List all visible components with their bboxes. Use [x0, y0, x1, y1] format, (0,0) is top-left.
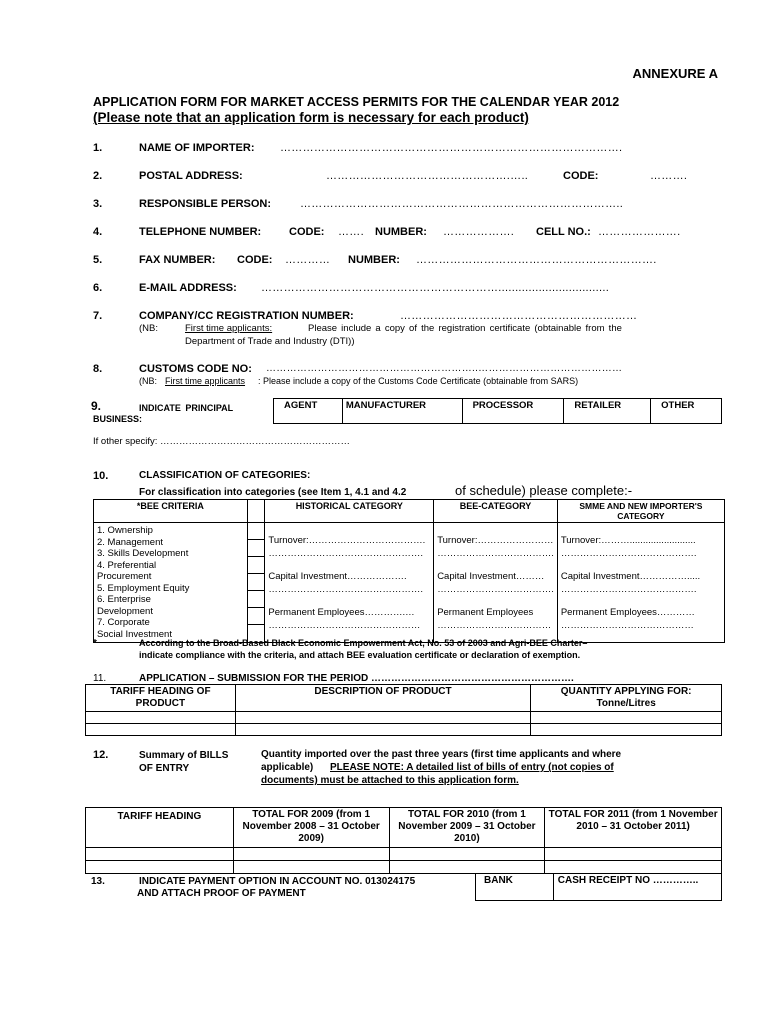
fax-number-label: NUMBER: — [348, 254, 400, 266]
submission-table — [85, 684, 722, 736]
annexure-label: ANNEXURE A — [632, 66, 718, 81]
principal-business-label: INDICATE PRINCIPAL — [139, 403, 234, 413]
quantity-cell[interactable] — [531, 724, 722, 736]
bee-capital: Capital Investment……… — [437, 571, 545, 582]
registration-note-text: Please include a copy of the registration certificate (obtainable from the — [308, 323, 622, 334]
email-field[interactable]: ………………………………………………………................................. — [261, 282, 610, 294]
bee-criteria-table — [93, 499, 725, 643]
telephone-label: TELEPHONE NUMBER: — [139, 226, 262, 238]
registration-note-underline: First time applicants: — [185, 323, 273, 334]
bee-category-cell[interactable] — [434, 523, 558, 643]
bee-footnote: According to the Broad-Based Black Economic Empowerment Act, No. 53 of 2003 and Agri-BEE Charter– — [139, 638, 588, 648]
bee-line: ……………………………… — [437, 619, 552, 631]
bee-criteria-cell — [94, 523, 248, 643]
payment-bank-option[interactable]: BANK — [476, 874, 554, 901]
section-number: 10. — [93, 470, 109, 482]
business-option-manufacturer[interactable]: MANUFACTURER — [342, 399, 462, 424]
business-option-processor[interactable]: PROCESSOR — [462, 399, 564, 424]
bee-category-header: BEE-CATEGORY — [434, 500, 558, 523]
classification-intro-rest: of schedule) please complete:- — [455, 483, 633, 498]
total-2010-cell[interactable] — [389, 861, 545, 874]
criteria-item: Development — [97, 605, 153, 617]
total-2009-cell[interactable] — [233, 861, 389, 874]
quantity-cell[interactable] — [531, 712, 722, 724]
fax-code-label: CODE: — [237, 254, 273, 266]
criteria-item: 7. Corporate — [97, 617, 150, 628]
importer-name-field[interactable]: ………………………………………………………………………………. — [280, 142, 623, 154]
customs-note-text: : Please include a copy of the Customs Code Certificate (obtainable from SARS) — [258, 376, 579, 386]
postal-address-label: POSTAL ADDRESS: — [139, 170, 243, 182]
section-number: 13. — [91, 876, 105, 887]
fax-label: FAX NUMBER: — [139, 254, 216, 266]
bills-tariff-cell[interactable] — [86, 848, 234, 861]
total-2010-header: TOTAL FOR 2010 (from 1 November 2009 – 31 October 2010) — [389, 808, 545, 848]
product-description-cell[interactable] — [235, 724, 530, 736]
historical-employees: Permanent Employees………….… — [268, 607, 415, 618]
section-number: 12. — [93, 749, 109, 761]
bills-text-line2-plain: applicable) — [261, 762, 314, 773]
field-number: 8. — [93, 363, 103, 375]
fax-code-field[interactable]: ………… — [285, 254, 331, 266]
footnote-mark: * — [93, 638, 97, 649]
criteria-item: 4. Preferential — [97, 559, 157, 571]
registration-number-field[interactable]: ……………………………………………………… — [400, 310, 638, 322]
postal-address-field[interactable]: ………………………………………….….. — [326, 170, 529, 182]
historical-line: …………………………………………. — [268, 583, 424, 595]
criteria-checkbox[interactable] — [248, 608, 265, 625]
registration-note-line2: Department of Trade and Industry (DTI)) — [185, 336, 355, 347]
principal-business-label-2: BUSINESS: — [93, 414, 143, 424]
historical-capital: Capital Investment………………. — [268, 571, 407, 582]
payment-option-label: INDICATE PAYMENT OPTION IN ACCOUNT NO. 013024175 — [139, 876, 416, 887]
criteria-checkbox[interactable] — [248, 523, 265, 540]
criteria-item: 5. Employment Equity — [97, 582, 190, 594]
cell-number-field[interactable]: …………………. — [598, 226, 681, 238]
submission-period-label: APPLICATION – SUBMISSION FOR THE PERIOD ……………………………………………………. — [139, 673, 574, 684]
criteria-checkbox[interactable] — [248, 574, 265, 591]
customs-note-underline: First time applicants — [165, 376, 246, 386]
criteria-item: Social Investment — [97, 628, 172, 640]
criteria-item: Procurement — [97, 571, 152, 582]
bills-tariff-heading-header: TARIFF HEADING — [86, 808, 234, 848]
customs-code-label: CUSTOMS CODE NO: — [139, 363, 252, 375]
customs-code-field[interactable]: ……………………………………………………..…………………………………… — [266, 363, 623, 374]
form-subtitle: (Please note that an application form is necessary for each product) — [93, 110, 529, 125]
cell-number-label: CELL NO.: — [536, 226, 591, 238]
responsible-person-label: RESPONSIBLE PERSON: — [139, 198, 272, 210]
smme-category-cell[interactable] — [557, 523, 724, 643]
tariff-heading-header: TARIFF HEADING OF PRODUCT — [86, 685, 236, 712]
criteria-checkbox[interactable] — [248, 540, 265, 557]
total-2011-cell[interactable] — [545, 848, 722, 861]
customs-note-prefix: (NB: — [139, 376, 157, 386]
bills-of-entry-label-2: OF ENTRY — [139, 763, 190, 774]
other-specify-field[interactable]: If other specify: …………………………………………………… — [93, 436, 351, 447]
form-title: APPLICATION FORM FOR MARKET ACCESS PERMITS FOR THE CALENDAR YEAR 2012 — [93, 95, 620, 109]
fax-number-field[interactable]: ………………………………………………………. — [416, 254, 657, 266]
total-2010-cell[interactable] — [389, 848, 545, 861]
field-number: 4. — [93, 226, 103, 238]
importer-name-label: NAME OF IMPORTER: — [139, 142, 255, 154]
smme-employees: Permanent Employees………… — [560, 607, 695, 618]
payment-option-table — [475, 873, 722, 901]
smme-turnover: Turnover:………......................... — [560, 535, 696, 546]
criteria-checkbox[interactable] — [248, 591, 265, 608]
business-option-other[interactable]: OTHER — [651, 399, 722, 424]
telephone-code-label: CODE: — [289, 226, 325, 238]
field-number: 1. — [93, 142, 103, 154]
total-2011-cell[interactable] — [545, 861, 722, 874]
total-2011-header: TOTAL FOR 2011 (from 1 November 2010 – 31 October 2011) — [545, 808, 722, 848]
tariff-heading-cell[interactable] — [86, 712, 236, 724]
bills-text-line2-underline: PLEASE NOTE: A detailed list of bills of entry (not copies of — [330, 762, 614, 773]
bills-summary-table — [85, 807, 722, 874]
business-option-agent[interactable]: AGENT — [274, 399, 343, 424]
total-2009-header: TOTAL FOR 2009 (from 1 November 2008 – 31 October 2009) — [233, 808, 389, 848]
bee-line: ………………………………. — [437, 583, 554, 595]
criteria-item: 2. Management — [97, 536, 164, 548]
business-option-retailer[interactable]: RETAILER — [564, 399, 651, 424]
smme-line: …………………………………… — [560, 619, 694, 631]
responsible-person-field[interactable]: ………………………………………………………………………….. — [300, 198, 624, 210]
tariff-heading-cell[interactable] — [86, 724, 236, 736]
smme-capital: Capital Investment……………..... — [560, 571, 701, 582]
bee-criteria-header: *BEE CRITERIA — [94, 500, 248, 523]
smme-line: ……………………………………. — [560, 547, 697, 559]
bee-footnote-2: indicate compliance with the criteria, and attach BEE evaluation certificate or declaration of exemption. — [139, 650, 581, 660]
bills-text-line3-underline: documents) must be attached to this application form. — [261, 775, 519, 786]
smme-line: ……………………………………. — [560, 583, 697, 595]
bills-tariff-cell[interactable] — [86, 861, 234, 874]
historical-category-cell[interactable] — [265, 523, 434, 643]
product-description-cell[interactable] — [235, 712, 530, 724]
classification-intro: For classification into categories (see Item 1, 4.1 and 4.2 — [139, 487, 407, 498]
field-number: 9. — [91, 399, 102, 413]
telephone-number-field[interactable]: ………………. — [443, 226, 515, 238]
registration-note-prefix: (NB: — [139, 323, 158, 334]
bills-of-entry-label: Summary of BILLS — [139, 750, 229, 761]
field-number: 3. — [93, 198, 103, 210]
field-number: 5. — [93, 254, 103, 266]
historical-line: …………………………………………. — [268, 547, 424, 559]
criteria-item: 3. Skills Development — [97, 548, 189, 559]
criteria-item: 1. Ownership — [97, 525, 153, 536]
bills-text-line1: Quantity imported over the past three years (first time applicants and where — [261, 749, 622, 760]
quantity-header: QUANTITY APPLYING FOR: Tonne/Litres — [531, 685, 722, 712]
total-2009-cell[interactable] — [233, 848, 389, 861]
historical-line: ………………………………………… — [268, 619, 421, 631]
product-description-header: DESCRIPTION OF PRODUCT — [235, 685, 530, 712]
historical-category-header: HISTORICAL CATEGORY — [265, 500, 434, 523]
classification-label: CLASSIFICATION OF CATEGORIES: — [139, 470, 311, 481]
field-number: 7. — [93, 310, 103, 322]
registration-number-label: COMPANY/CC REGISTRATION NUMBER: — [139, 310, 354, 322]
bee-line: ………………………………. — [437, 547, 554, 559]
postal-code-field[interactable]: ………. — [650, 170, 688, 182]
payment-option-label-2: AND ATTACH PROOF OF PAYMENT — [137, 888, 306, 899]
smme-category-header: SMME AND NEW IMPORTER'S CATEGORY — [557, 500, 724, 523]
criteria-item: 6. Enterprise — [97, 594, 151, 605]
field-number: 6. — [93, 282, 103, 294]
criteria-checkbox[interactable] — [248, 557, 265, 574]
postal-code-label: CODE: — [563, 170, 599, 182]
historical-turnover: Turnover:………………………………. — [268, 535, 426, 546]
payment-cash-receipt-option[interactable]: CASH RECEIPT NO ………….. — [553, 874, 721, 901]
section-number: 11. — [93, 673, 107, 684]
email-label: E-MAIL ADDRESS: — [139, 282, 237, 294]
checkbox-column — [247, 523, 265, 643]
principal-business-table — [273, 398, 722, 424]
field-number: 2. — [93, 170, 103, 182]
telephone-number-label: NUMBER: — [375, 226, 427, 238]
bee-turnover: Turnover:…………………… — [437, 535, 554, 546]
telephone-code-field[interactable]: ……. — [338, 226, 364, 238]
bee-employees: Permanent Employees — [437, 607, 534, 618]
